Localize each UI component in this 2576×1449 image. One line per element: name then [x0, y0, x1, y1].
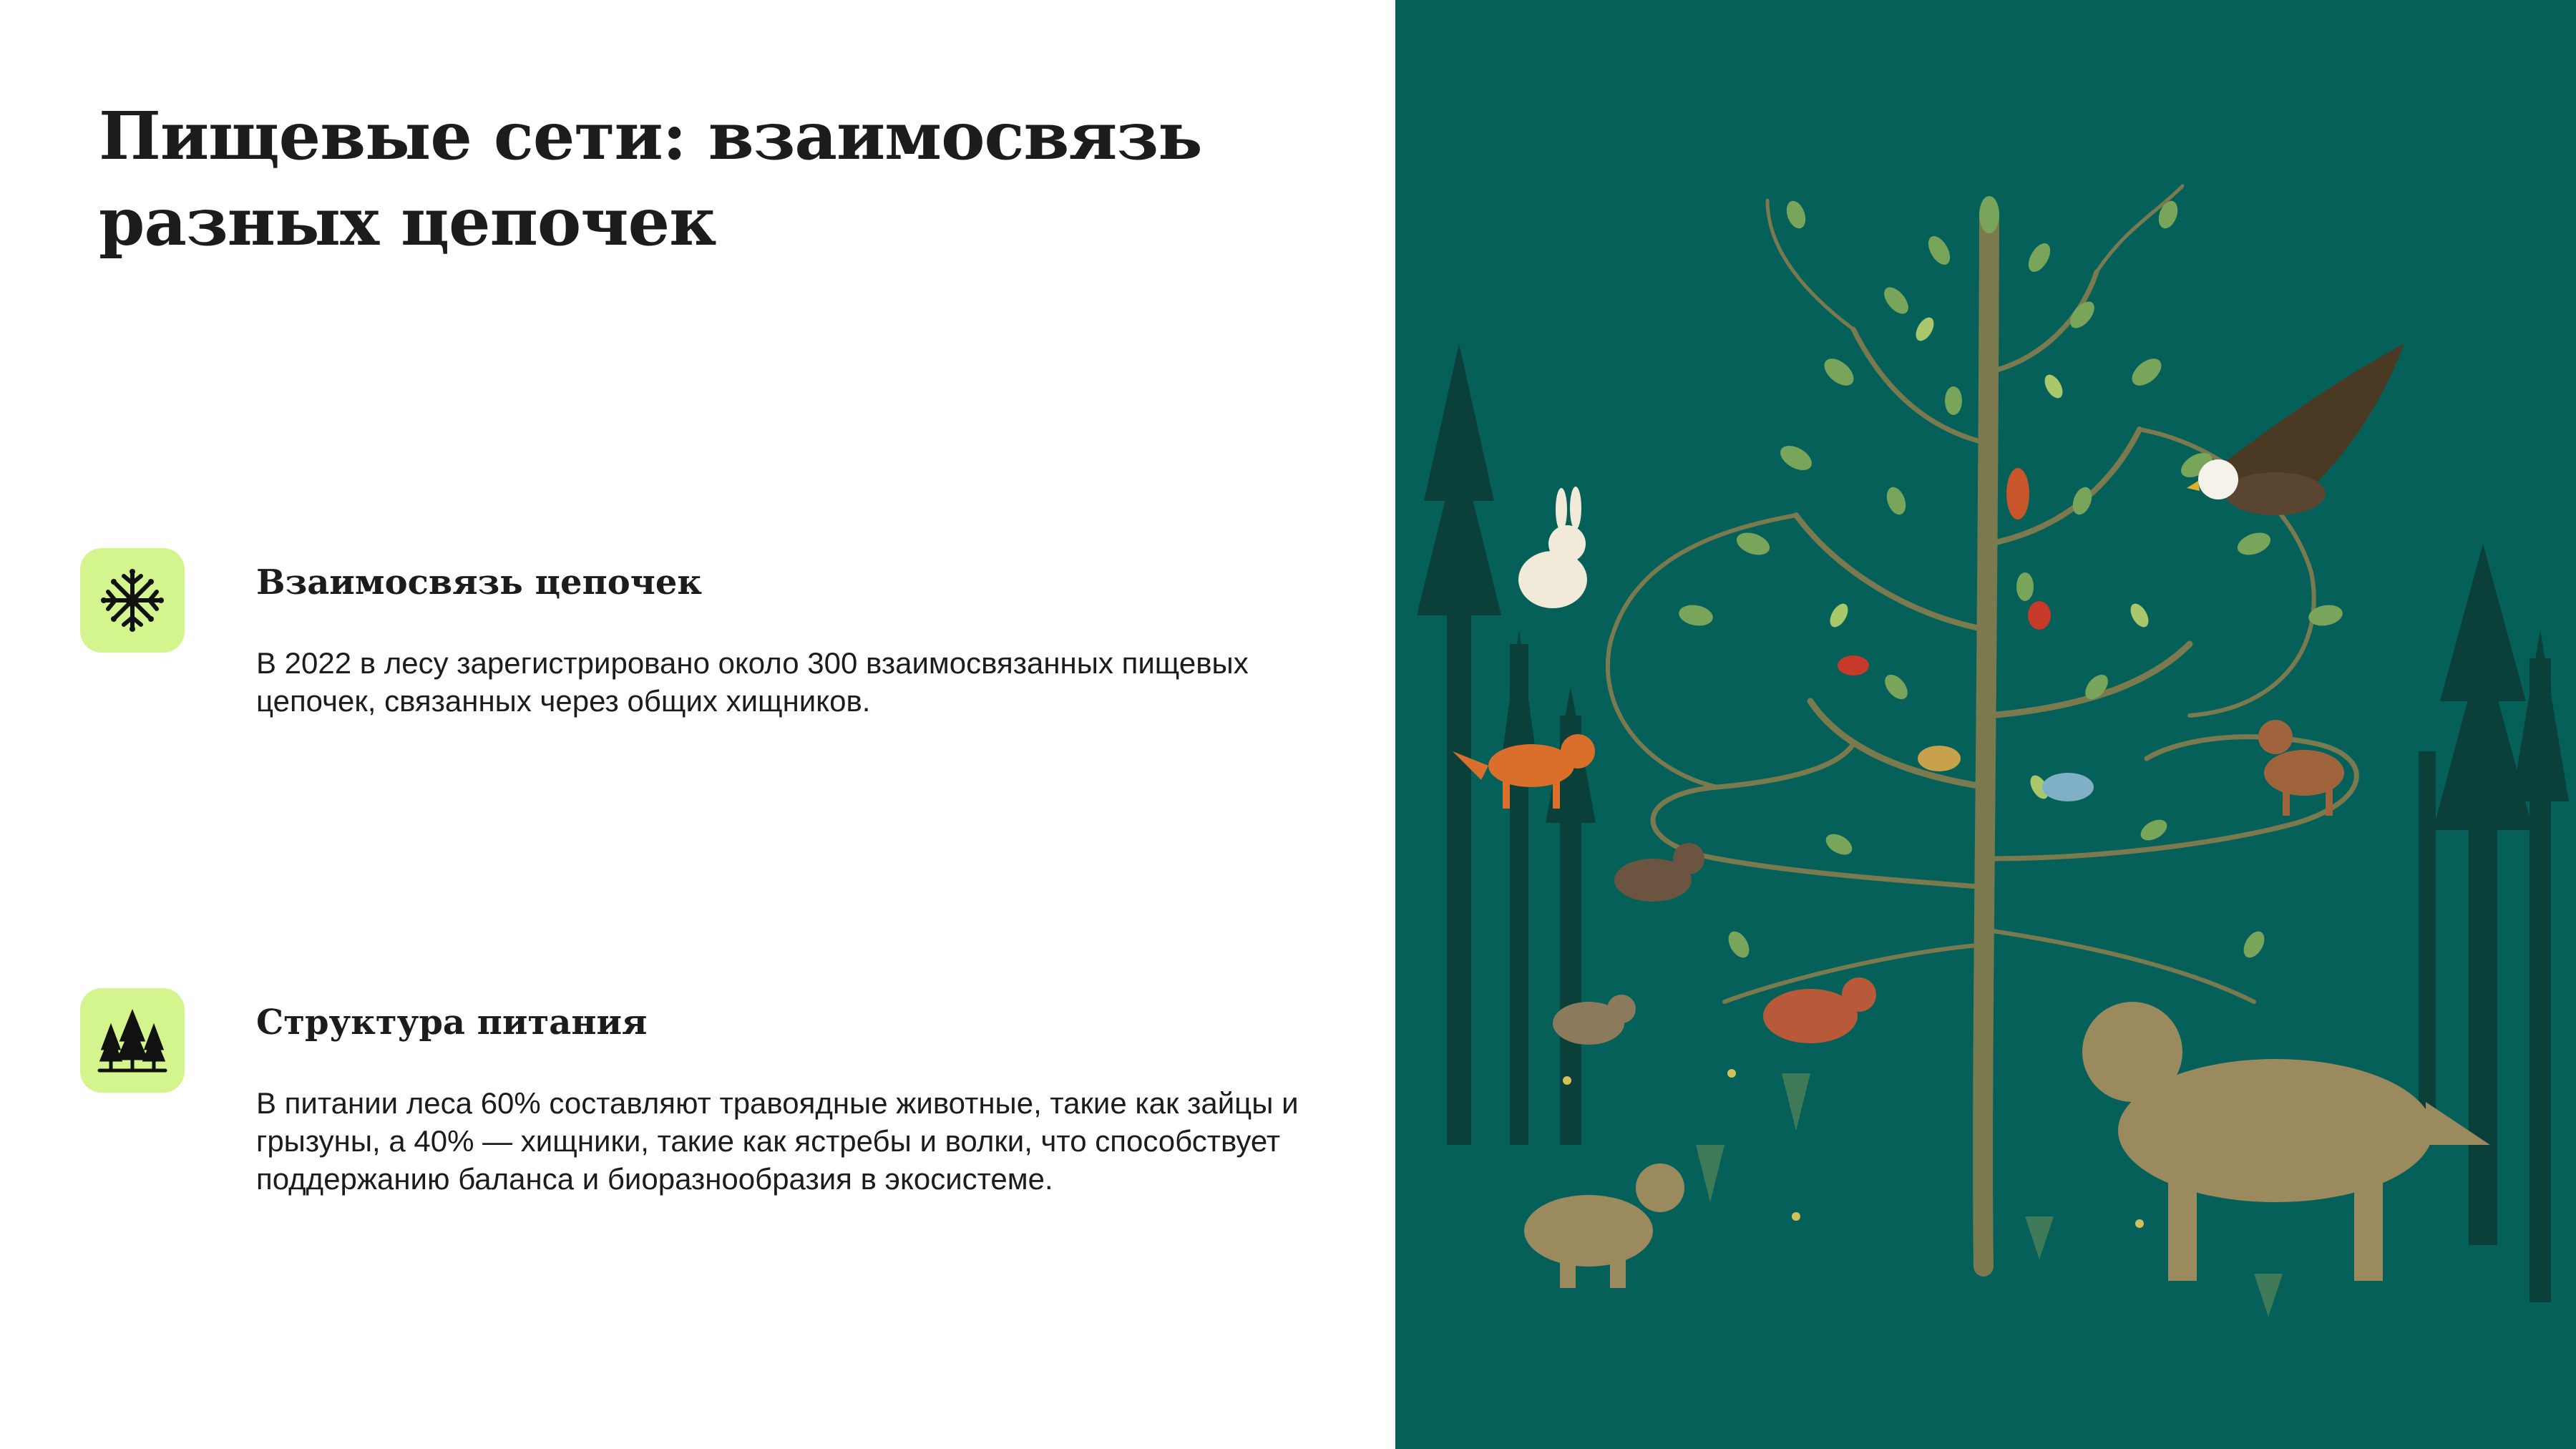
red-bird-1 [1838, 655, 1869, 675]
forest-trees-icon [80, 988, 185, 1093]
eagle [2187, 343, 2404, 515]
item-heading: Взаимосвязь цепочек [256, 562, 703, 602]
food-web-illustration [1395, 0, 2576, 1449]
slide-title: Пищевые сети: взаимосвязь разных цепочек [99, 97, 1202, 260]
coyote [2258, 720, 2344, 816]
forest-tree-illustration [1395, 0, 2576, 1449]
cub [1524, 1163, 1684, 1288]
branching-network-icon [80, 548, 185, 653]
bird-blue [2042, 773, 2094, 801]
item-heading: Структура питания [256, 1002, 648, 1043]
woodpecker [2006, 468, 2029, 519]
rabbit [1518, 487, 1587, 608]
boar [1763, 977, 1876, 1043]
wildcat [1614, 843, 1704, 902]
item-description: В 2022 в лесу зарегистрировано около 300 взаимосвязанных пищевых цепочек, связанных через общих хищников. [256, 646, 1249, 718]
red-bird-2 [2028, 601, 2051, 630]
item-description: В питании леса 60% составляют травоядные животные, такие как зайцы и грызуны, а 40% — хищники, такие как ястребы и волки, что способствует поддержанию баланса и биоразнообразия в экосистеме. [256, 1086, 1299, 1196]
bird-yellow [1918, 746, 1961, 771]
